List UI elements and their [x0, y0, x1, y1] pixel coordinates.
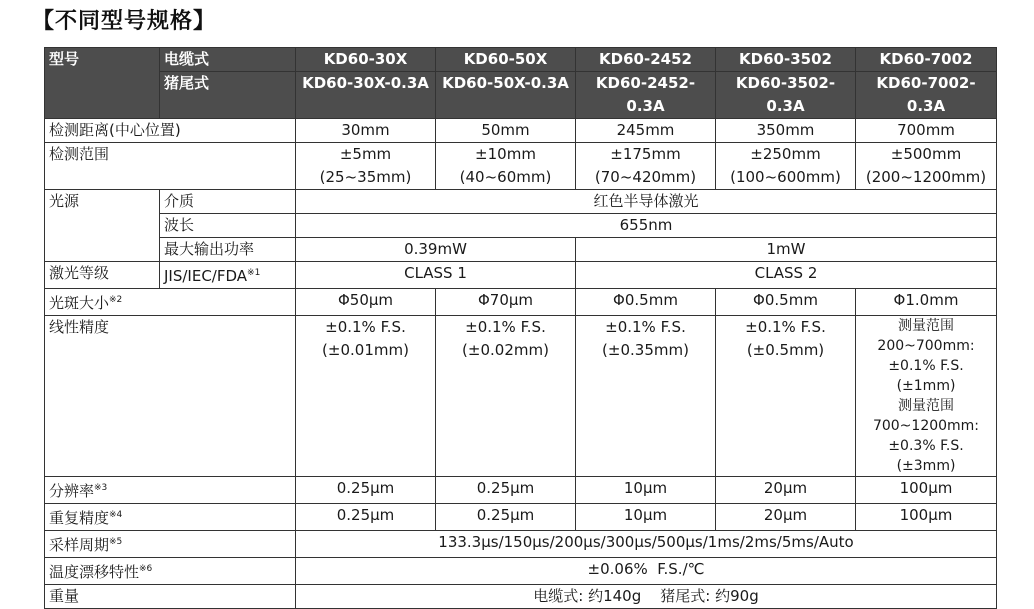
wavelength-value: 655nm [296, 214, 997, 238]
detect-distance-label: 检测距离(中心位置) [45, 119, 296, 143]
linearity-value: ±0.1% F.S. (±0.02mm) [436, 316, 576, 477]
temp-drift-label: 温度漂移特性$^{※6}$ [45, 558, 296, 585]
row-repeatability [45, 504, 997, 531]
repeatability-value: 100μm [856, 504, 997, 531]
row-weight [45, 585, 997, 609]
resolution-value: 100μm [856, 477, 997, 504]
detect-distance-value: 30mm [296, 119, 436, 143]
spot-size-label: 光斑大小$^{※2}$ [45, 289, 296, 316]
row-light-medium [45, 190, 997, 214]
row-laser-class [45, 262, 997, 289]
model-cable-5: KD60-7002 [856, 48, 997, 72]
power-label: 最大输出功率 [160, 238, 296, 262]
power-value: 1mW [576, 238, 997, 262]
model-pigtail-2: KD60-50X-0.3A [436, 72, 576, 119]
row-resolution [45, 477, 997, 504]
linearity-value-ranges: 测量范围 200~700mm: ±0.1% F.S. (±1mm) 测量范围 700~1200mm: ±0.3% F.S. (±3mm) [856, 316, 997, 477]
header-row-pigtail [45, 72, 997, 119]
resolution-value: 0.25μm [296, 477, 436, 504]
model-cable-1: KD60-30X [296, 48, 436, 72]
resolution-label: 分辨率$^{※3}$ [45, 477, 296, 504]
light-source-label: 光源 [45, 190, 160, 262]
detect-range-value: ±175mm (70~420mm) [576, 143, 716, 190]
detect-range-value: ±10mm (40~60mm) [436, 143, 576, 190]
laser-class-label: 激光等级 [45, 262, 160, 289]
power-value: 0.39mW [296, 238, 576, 262]
linearity-value: ±0.1% F.S. (±0.5mm) [716, 316, 856, 477]
detect-range-value: ±250mm (100~600mm) [716, 143, 856, 190]
linearity-value: ±0.1% F.S. (±0.35mm) [576, 316, 716, 477]
linearity-value: ±0.1% F.S. (±0.01mm) [296, 316, 436, 477]
linearity-label: 线性精度 [45, 316, 296, 477]
header-row-cable [45, 48, 997, 72]
model-pigtail-3: KD60-2452-0.3A [576, 72, 716, 119]
detect-range-label: 检测范围 [45, 143, 296, 190]
sampling-label: 采样周期$^{※5}$ [45, 531, 296, 558]
detect-distance-value: 350mm [716, 119, 856, 143]
laser-class-standard: JIS/IEC/FDA$^{※1}$ [160, 262, 296, 289]
row-detect-distance [45, 119, 997, 143]
model-cable-4: KD60-3502 [716, 48, 856, 72]
spec-table [44, 47, 997, 609]
resolution-value: 10μm [576, 477, 716, 504]
repeatability-label: 重复精度$^{※4}$ [45, 504, 296, 531]
medium-value: 红色半导体激光 [296, 190, 997, 214]
weight-label: 重量 [45, 585, 296, 609]
row-sampling [45, 531, 997, 558]
cable-type-header: 电缆式 [160, 48, 296, 72]
spot-size-value: Φ70μm [436, 289, 576, 316]
detect-distance-value: 245mm [576, 119, 716, 143]
detect-distance-value: 50mm [436, 119, 576, 143]
temp-drift-value: ±0.06% F.S./℃ [296, 558, 997, 585]
weight-value: 电缆式: 约140g 猪尾式: 约90g [296, 585, 997, 609]
model-cable-2: KD60-50X [436, 48, 576, 72]
spot-size-value: Φ0.5mm [716, 289, 856, 316]
detect-range-value: ±500mm (200~1200mm) [856, 143, 997, 190]
spot-size-value: Φ0.5mm [576, 289, 716, 316]
laser-class-value: CLASS 2 [576, 262, 997, 289]
model-pigtail-5: KD60-7002-0.3A [856, 72, 997, 119]
repeatability-value: 0.25μm [296, 504, 436, 531]
model-pigtail-4: KD60-3502-0.3A [716, 72, 856, 119]
repeatability-value: 20μm [716, 504, 856, 531]
detect-range-value: ±5mm (25~35mm) [296, 143, 436, 190]
resolution-value: 0.25μm [436, 477, 576, 504]
spot-size-value: Φ1.0mm [856, 289, 997, 316]
repeatability-value: 0.25μm [436, 504, 576, 531]
laser-class-value: CLASS 1 [296, 262, 576, 289]
detect-distance-value: 700mm [856, 119, 997, 143]
sampling-value: 133.3μs/150μs/200μs/300μs/500μs/1ms/2ms/5ms/Auto [296, 531, 997, 558]
model-pigtail-1: KD60-30X-0.3A [296, 72, 436, 119]
row-light-power [45, 238, 997, 262]
model-cable-3: KD60-2452 [576, 48, 716, 72]
row-spot-size [45, 289, 997, 316]
row-light-wavelength [45, 214, 997, 238]
resolution-value: 20μm [716, 477, 856, 504]
wavelength-label: 波长 [160, 214, 296, 238]
row-linearity [45, 316, 997, 477]
medium-label: 介质 [160, 190, 296, 214]
spot-size-value: Φ50μm [296, 289, 436, 316]
row-temp-drift [45, 558, 997, 585]
page-title: 【不同型号规格】 [32, 9, 217, 34]
row-detect-range [45, 143, 997, 190]
model-header: 型号 [45, 48, 160, 119]
repeatability-value: 10μm [576, 504, 716, 531]
pigtail-type-header: 猪尾式 [160, 72, 296, 119]
